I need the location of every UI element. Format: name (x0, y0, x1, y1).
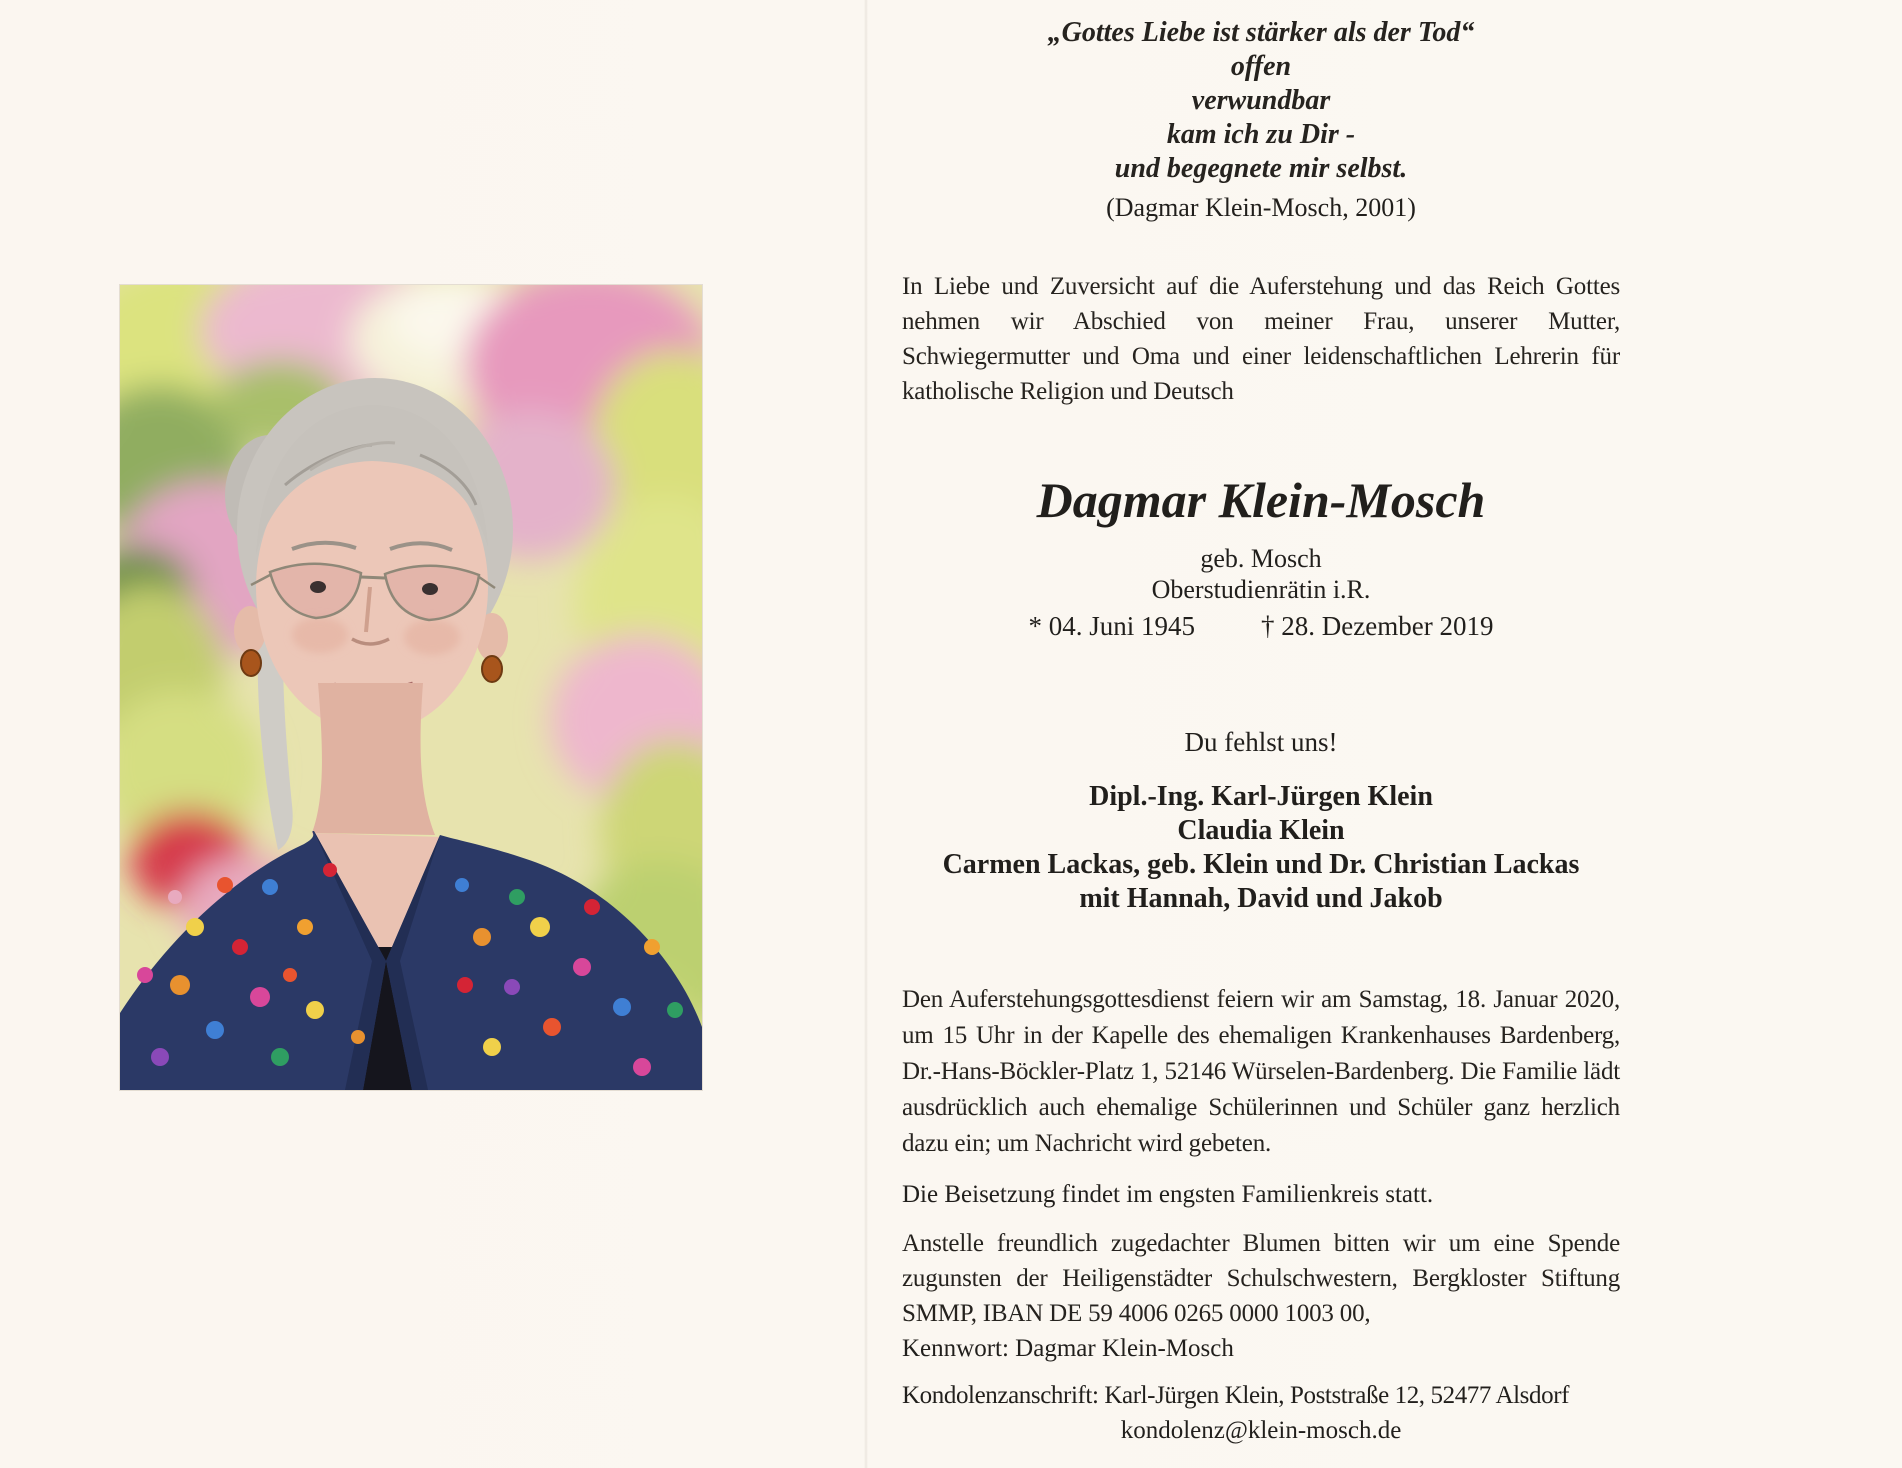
maiden-name: geb. Mosch (1200, 544, 1322, 573)
intro-paragraph: In Liebe und Zuversicht auf die Auferstehung und das Reich Gottes nehmen wir Abschied von meiner Frau, unserer Mutter, Schwiegermutter und Oma und einer leidenschaftlichen Lehrerin für katholische Religion und Deutsch (902, 273, 1620, 405)
burial-note: Die Beisetzung findet im engsten Familienkreis statt. (902, 1181, 1434, 1208)
text-column (902, 0, 1620, 1448)
poem-line: „Gottes Liebe ist stärker als der Tod“ (1047, 17, 1475, 48)
poem-line: verwundbar (1191, 85, 1331, 116)
donation-paragraph: Anstelle freundlich zugedachter Blumen bitten wir um eine Spende zugunsten der Heiligenstädter Schulschwestern, Bergkloster Stiftung SMMP, IBAN DE 59 4006 0265 0000 1003 00, (902, 1230, 1620, 1327)
mourner-line: mit Hannah, David und Jakob (1079, 883, 1443, 914)
poem-line: kam ich zu Dir - (1166, 119, 1356, 150)
card-fold-crease (864, 0, 868, 1468)
poem-attribution: (Dagmar Klein-Mosch, 2001) (1106, 193, 1416, 222)
mourner-line: Carmen Lackas, geb. Klein und Dr. Christian Lackas (942, 849, 1580, 880)
portrait-photo-graphic (120, 285, 702, 1090)
portrait-photo (120, 285, 702, 1090)
mourners-list (902, 780, 1620, 916)
condolence-address: Kondolenzanschrift: Karl-Jürgen Klein, Poststraße 12, 52477 Alsdorf (902, 1382, 1570, 1409)
poem-line: offen (1230, 51, 1292, 82)
deceased-title: Oberstudienrätin i.R. (1151, 575, 1371, 604)
donation-keyword: Kennwort: Dagmar Klein-Mosch (902, 1335, 1234, 1362)
deceased-name: Dagmar Klein-Mosch (1036, 472, 1486, 528)
opening-poem (902, 16, 1620, 186)
life-dates (902, 610, 1620, 643)
mourner-line: Claudia Klein (1177, 815, 1345, 846)
birth-date: * 04. Juni 1945 (1028, 611, 1196, 641)
poem-line: und begegnete mir selbst. (1114, 153, 1408, 184)
condolence-email: kondolenz@klein-mosch.de (1120, 1417, 1402, 1444)
service-paragraph: Den Auferstehungsgottesdienst feiern wir am Samstag, 18. Januar 2020, um 15 Uhr in der Kapelle des ehemaligen Krankenhauses Bardenberg, Dr.-Hans-Böckler-Platz 1, 52146 Würselen-Bardenberg. Die Familie lädt ausdrücklich auch ehemalige Schülerinnen und Schüler ganz herzlich dazu ein; um Nachricht wird gebeten. (902, 986, 1620, 1157)
death-date: † 28. Dezember 2019 (1261, 611, 1494, 641)
mourner-line: Dipl.-Ing. Karl-Jürgen Klein (1089, 781, 1433, 812)
farewell-line: Du fehlst uns! (1184, 727, 1338, 757)
